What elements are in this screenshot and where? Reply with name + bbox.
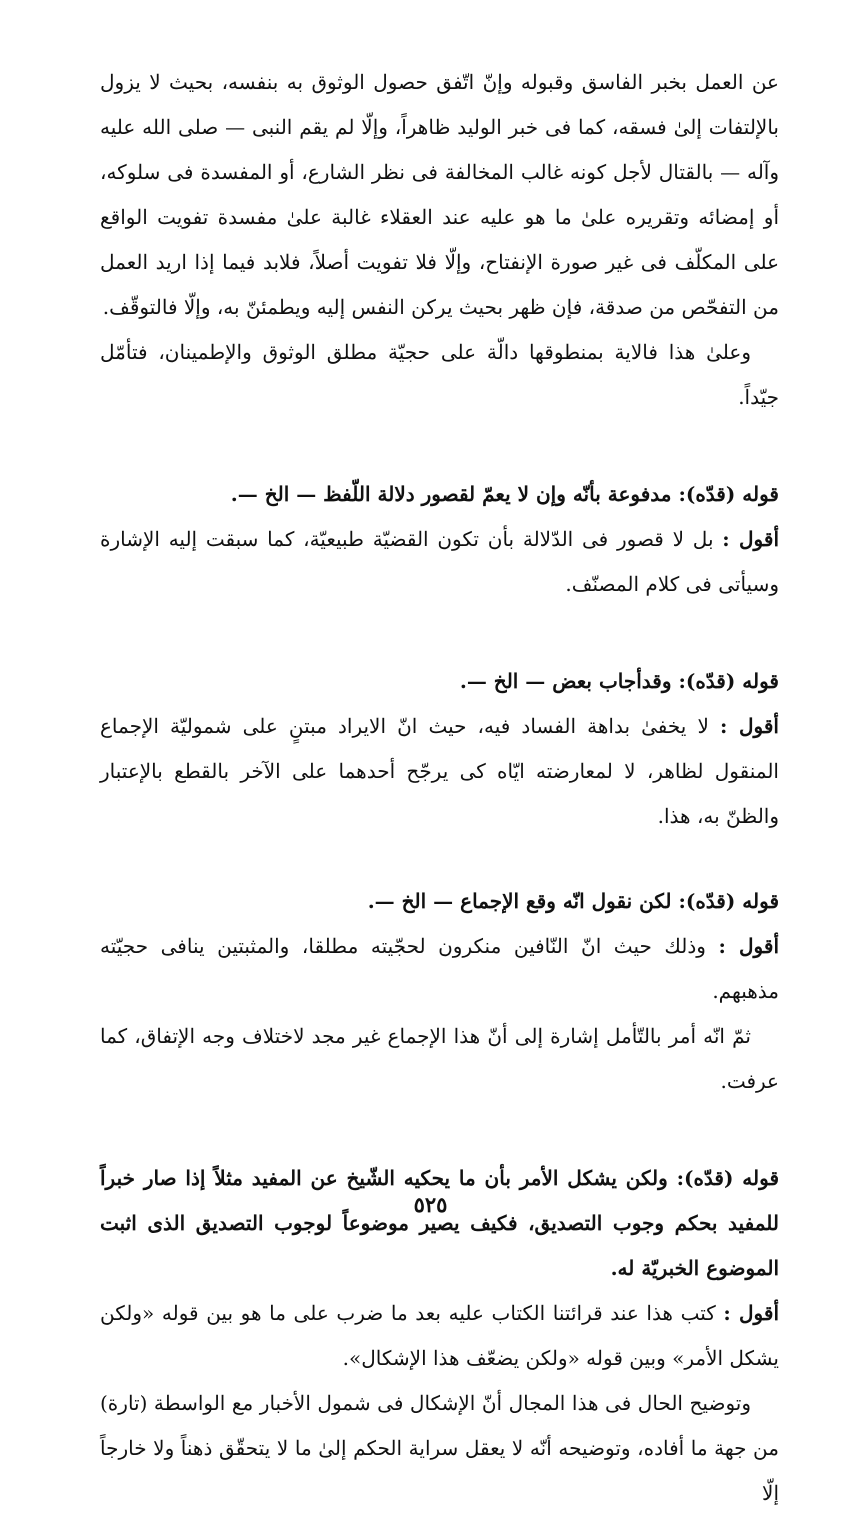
- page-body: [100, 60, 779, 1516]
- commentary-1: [100, 517, 779, 607]
- commentary-lead-2: أقول :: [719, 714, 779, 738]
- paragraph-continuation: عن العمل بخبر الفاسق وقبوله وإنّ اتّفق حصول الوثوق به بنفسه، بحيث لا يزول بالإلتفات إلىٰ فسقه، كما فى خبر الوليد ظاهراً، وإلّا لم يقم النبى — صلى الله عليه وآله — بالقتال لأجل كونه غالب المخالفة فى نظر الشارع، أو المفسدة فى سلوكه، أو إمضائه وتقريره علىٰ ما هو عليه عند العقلاء غالبة علىٰ مفسدة تفويت الواقع على المكلّف فى غير صورة الإنفتاح، وإلّا فلا تفويت أصلاً، فلابد فيما إذا اريد العمل من التفحّص من صدقة، فإن ظهر بحيث يركن النفس إليه ويطمئنّ به، وإلّا فالتوقّف.: [100, 70, 779, 319]
- commentary-text-2: لا يخفىٰ بداهة الفساد فيه، حيث انّ الايراد مبتنٍ على شموليّة الإجماع المنقول لظاهر، لا لمعارضته ايّاه كى يرجّح أحدهما على الآخر بالقطع بالإعتبار والظنّ به، هذا.: [100, 714, 779, 828]
- commentary-4: [100, 1291, 779, 1381]
- commentary-lead-3: أقول :: [718, 934, 780, 958]
- quote-heading-2: قوله (قدّه): وقدأجاب بعض — الخ —.: [459, 669, 779, 693]
- page-number: ٥٢٥: [413, 1192, 448, 1217]
- commentary-text-1: بل لا قصور فى الدّلالة بأن تكون القضيّة طبيعيّة، كما سبقت إليه الإشارة وسيأتى فى كلام المصنّف.: [100, 527, 779, 596]
- commentary-text-4: كتب هذا عند قرائتنا الكتاب عليه بعد ما ضرب على ما هو بين قوله «ولكن يشكل الأمر» وبين قوله «ولكن يضعّف هذا الإشكال».: [100, 1301, 779, 1370]
- commentary-lead-1: أقول :: [722, 527, 780, 551]
- commentary-lead-4: أقول :: [723, 1301, 780, 1325]
- quote-heading-3: قوله (قدّه): لكن نقول انّه وقع الإجماع — الخ —.: [367, 889, 779, 913]
- commentary-text-3: وذلك حيث انّ النّافين منكرون لحجّيته مطلقا، والمثبتين ينافى حجيّته مذهبهم.: [100, 934, 779, 1003]
- commentary-3: [100, 924, 779, 1014]
- quote-heading-4: قوله (قدّه): ولكن يشكل الأمر بأن ما يحكيه الشّيخ عن المفيد مثلاً إذا صار خبراً للمفيد بحكم وجوب التصديق، فكيف يصير موضوعاً لوجوب التصديق الذى اثبت الموضوع الخبريّة له.: [100, 1166, 779, 1280]
- commentary-2: [100, 704, 779, 839]
- commentary-4-continued: وتوضيح الحال فى هذا المجال أنّ الإشكال فى شمول الأخبار مع الواسطة (تارة) من جهة ما أفاده، وتوضيحه أنّه لا يعقل سراية الحكم إلىٰ ما لا يتحقّق ذهناً ولا خارجاً إلّا: [100, 1391, 779, 1505]
- paragraph-conclusion: وعلىٰ هذا فالاية بمنطوقها دالّة على حجيّة مطلق الوثوق والإطمينان، فتأمّل جيّداً.: [100, 340, 779, 409]
- commentary-3-continued: ثمّ انّه أمر بالتّأمل إشارة إلى أنّ هذا الإجماع غير مجد لاختلاف وجه الإتفاق، كما عرفت.: [100, 1024, 779, 1093]
- quote-heading-1: قوله (قدّه): مدفوعة بأنّه وإن لا يعمّ لقصور دلالة اللّفظ — الخ —.: [230, 482, 779, 506]
